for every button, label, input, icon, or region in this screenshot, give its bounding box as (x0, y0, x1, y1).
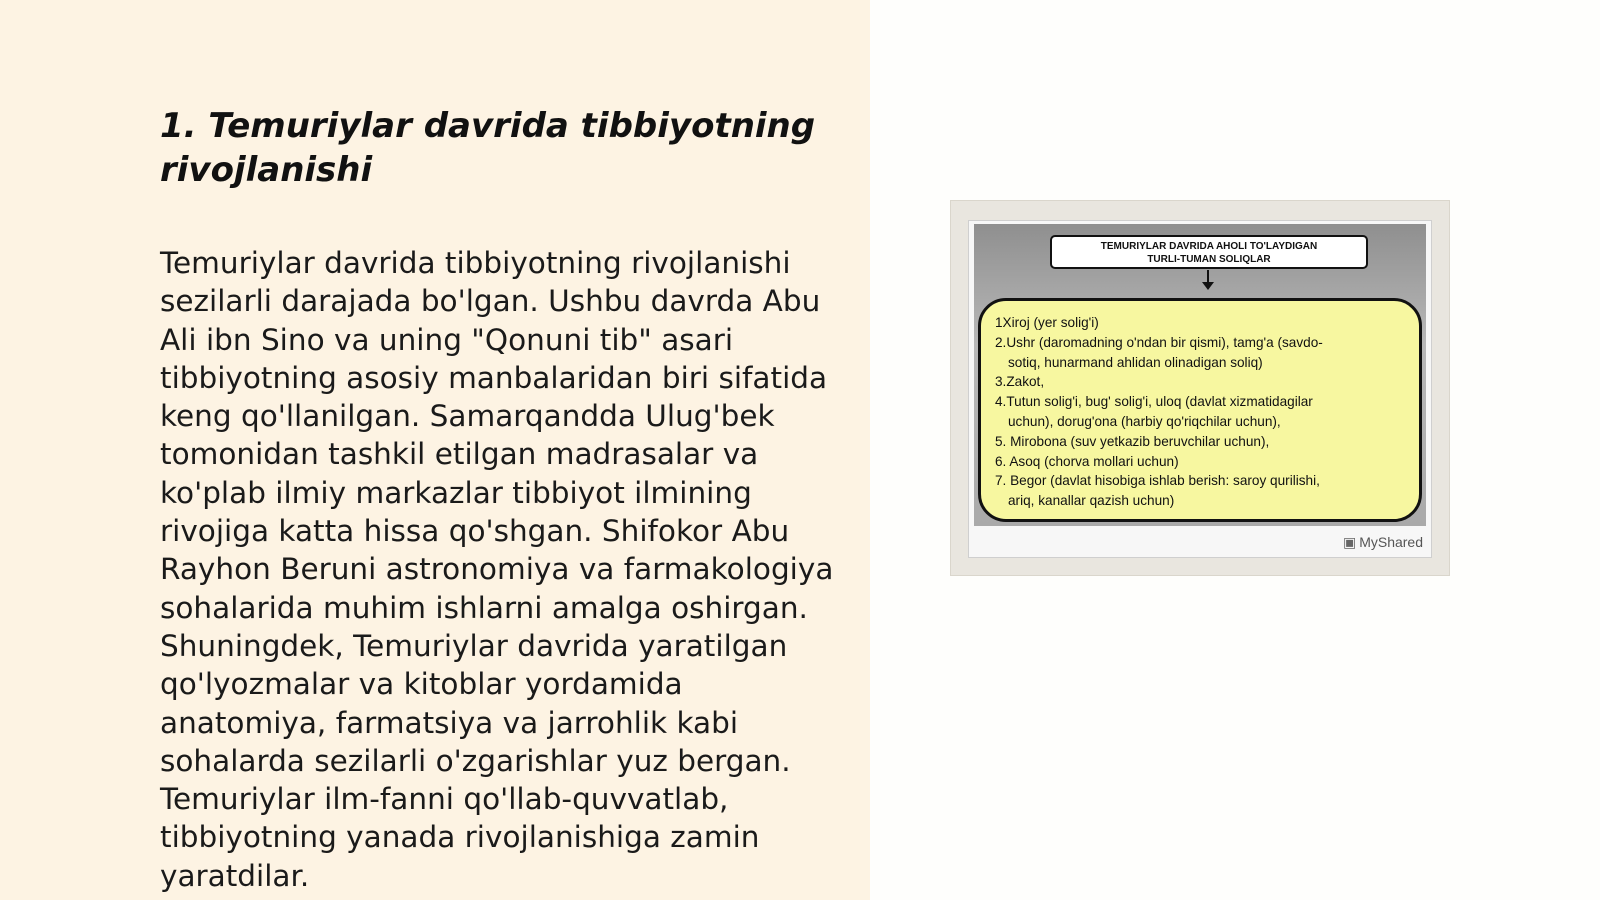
tax-list-line: 6. Asoq (chorva mollari uchun) (995, 453, 1179, 469)
body-paragraph: Temuriylar davrida tibbiyotning rivojlanishi sezilarli darajada bo'lgan. Ushbu davrda Abu Ali ibn Sino va uning "Qonuni tib" asari tibbiyotning asosiy manbalaridan biri sifatida keng qo'llanilgan. Samarqandda Ulug'bek tomonidan tashkil etilgan madrasalar va ko'plab ilmiy markazlar tibbiyot ilmining rivojiga katta hissa qo'shgan. Shifokor Abu Rayhon Beruni astronomiya va farmakologiya sohalarida muhim ishlarni amalga oshirgan. Shuningdek, Temuriylar davrida yaratilgan qo'lyozmalar va kitoblar yordamida anatomiya, farmatsiya va jarrohlik kabi sohalarda sezilarli o'zgarishlar yuz bergan. Temuriylar ilm-fanni qo'llab-quvvatlab, tibbiyotning yanada rivojlanishiga zamin yaratdilar. (160, 246, 834, 893)
tax-list-box (978, 298, 1422, 522)
tax-list-line: sotiq, hunarmand ahlidan olinadigan soliq) (1008, 354, 1263, 370)
slide-image (950, 200, 1450, 576)
presentation-screen-icon: ▣ (1342, 534, 1357, 550)
tax-list-line: 4.Tutun solig'i, bug' solig'i, uloq (davlat xizmatidagilar (995, 394, 1313, 410)
tax-list-line: 5. Mirobona (suv yetkazib beruvchilar uchun), (995, 433, 1270, 449)
slide-thumbnail (968, 220, 1432, 558)
myshared-watermark (1343, 534, 1423, 551)
tax-list-line: 1Xiroj (yer solig'i) (995, 315, 1099, 330)
watermark-text: MyShared (1359, 534, 1423, 550)
page-title: 1. Temuriylar davrida tibbiyotning rivojlanishi (160, 106, 816, 190)
tax-list-line: 7. Begor (davlat hisobiga ishlab berish: saroy qurilishi, (995, 473, 1320, 489)
arrow-head-icon (1202, 282, 1214, 290)
slide-header-line-1: TEMURIYLAR DAVRIDA AHOLI TO'LAYDIGAN (1100, 241, 1318, 252)
tax-list-line: 2.Ushr (daromadning o'ndan bir qismi), tamg'a (savdo- (995, 334, 1323, 350)
slide-content (974, 224, 1426, 526)
tax-list-line: ariq, kanallar qazish uchun) (1008, 493, 1175, 509)
tax-list-line: uchun), dorug'ona (harbiy qo'riqchilar uchun), (1008, 413, 1281, 429)
tax-list-line: 3.Zakot, (995, 374, 1045, 390)
slide-header-box (1050, 235, 1368, 269)
slide-header-line-2: TURLI-TUMAN SOLIQLAR (1147, 254, 1271, 265)
